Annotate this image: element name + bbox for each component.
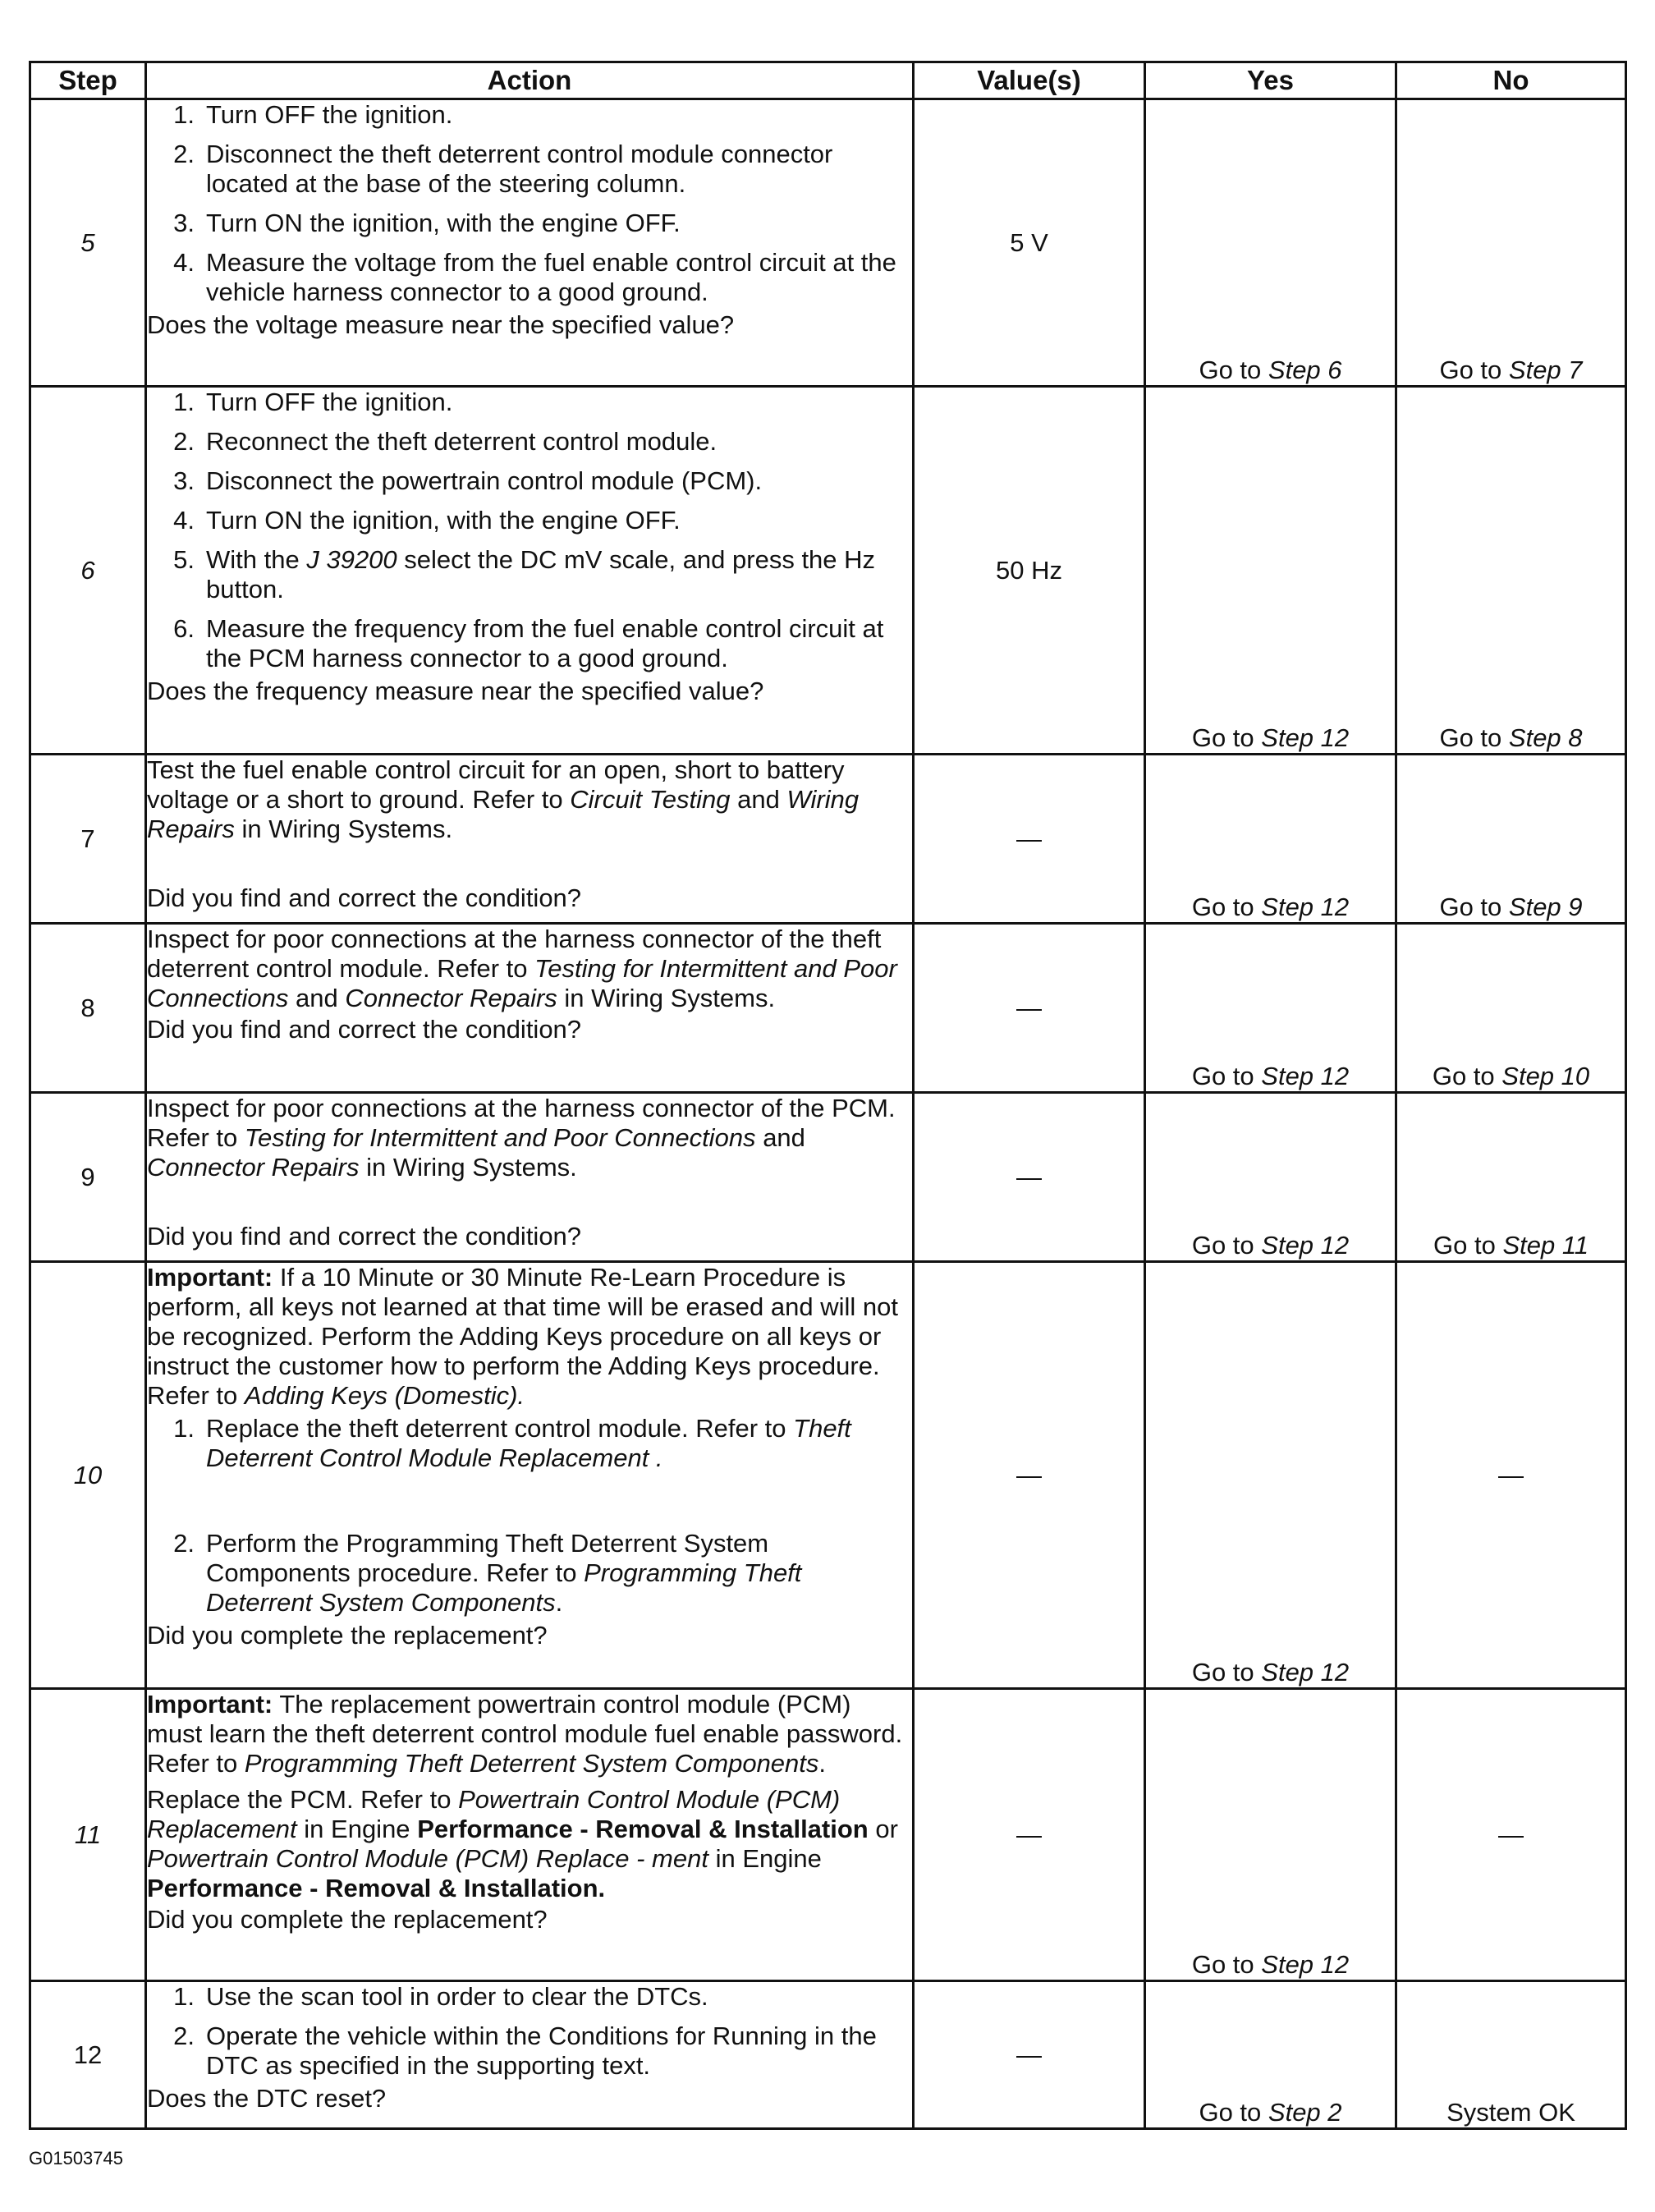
list-item: 1. Replace the theft deterrent control module. Refer to Theft Deterrent Control Module Replacement .	[173, 1414, 851, 1472]
procedure-list	[147, 100, 912, 307]
header-row	[30, 62, 1626, 99]
yes-cell: Go to Step 12	[1145, 924, 1396, 1093]
list-item: 4. Measure the voltage from the fuel enable control circuit at the vehicle harness connector to a good ground.	[173, 248, 896, 306]
yes-cell: Go to Step 12	[1145, 387, 1396, 755]
yes-cell: Go to Step 2	[1145, 1981, 1396, 2129]
header-no: No	[1396, 62, 1626, 99]
table-row-step-10	[30, 1262, 1626, 1689]
step-number: 12	[30, 1981, 146, 2129]
list-item: 1. Turn OFF the ignition.	[173, 388, 453, 416]
action-cell	[146, 755, 914, 924]
step-number: 6	[30, 387, 146, 755]
yes-cell: Go to Step 12	[1145, 1093, 1396, 1262]
yes-cell: Go to Step 12	[1145, 755, 1396, 924]
question-text: Does the voltage measure near the specified value?	[147, 310, 735, 339]
question-text: Did you find and correct the condition?	[147, 883, 582, 912]
step-number: 8	[30, 924, 146, 1093]
value-cell: —	[914, 1262, 1145, 1689]
header-step: Step	[30, 62, 146, 99]
step-number: 10	[30, 1262, 146, 1689]
action-text: Inspect for poor connections at the harness connector of the PCM. Refer to Testing for Intermittent and Poor Connections and Connector Repairs in Wiring Systems.	[147, 1094, 896, 1182]
question-text: Did you find and correct the condition?	[147, 1015, 582, 1044]
action-text: Inspect for poor connections at the harness connector of the theft deterrent control module. Refer to Testing for Intermittent and Poor Connections and Connector Repairs in Wiring Systems.	[147, 925, 897, 1012]
no-cell: Go to Step 7	[1396, 99, 1626, 387]
value-cell: 5 V	[914, 99, 1145, 387]
value-cell: 50 Hz	[914, 387, 1145, 755]
procedure-list	[147, 1414, 912, 1618]
no-cell: —	[1396, 1689, 1626, 1981]
action-cell	[146, 1262, 914, 1689]
question-text: Does the frequency measure near the specified value?	[147, 677, 764, 705]
table-row-step-9	[30, 1093, 1626, 1262]
action-text: Test the fuel enable control circuit for an open, short to battery voltage or a short to ground. Refer to Circuit Testing and Wiring Repairs in Wiring Systems.	[147, 755, 860, 843]
table-row-step-12	[30, 1981, 1626, 2129]
question-text: Did you complete the replacement?	[147, 1905, 548, 1934]
list-item: 2. Perform the Programming Theft Deterrent System Components procedure. Refer to Programming Theft Deterrent System Components.	[173, 1529, 802, 1617]
list-item: 6. Measure the frequency from the fuel enable control circuit at the PCM harness connector to a good ground.	[173, 614, 884, 672]
list-item: 2. Reconnect the theft deterrent control module.	[173, 427, 717, 456]
action-cell	[146, 1981, 914, 2129]
header-yes: Yes	[1145, 62, 1396, 99]
value-cell: —	[914, 1093, 1145, 1262]
important-note: Important: The replacement powertrain control module (PCM) must learn the theft deterrent control module fuel enable password. Refer to Programming Theft Deterrent System Components.	[147, 1690, 903, 1778]
step-number: 7	[30, 755, 146, 924]
action-cell	[146, 387, 914, 755]
table-row-step-8	[30, 924, 1626, 1093]
figure-id: G01503745	[29, 2148, 123, 2168]
table-row-step-11	[30, 1689, 1626, 1981]
no-cell: —	[1396, 1262, 1626, 1689]
action-cell	[146, 99, 914, 387]
step-number: 11	[30, 1689, 146, 1981]
diagnostic-table	[29, 61, 1627, 2130]
no-cell: System OK	[1396, 1981, 1626, 2129]
list-item: 5. With the J 39200 select the DC mV scale, and press the Hz button.	[173, 545, 876, 603]
action-text: Replace the PCM. Refer to Powertrain Control Module (PCM) Replacement in Engine Performance - Removal & Installation or Powertrain Control Module (PCM) Replace - ment in Engine Performance - Removal & Installation.	[147, 1785, 898, 1902]
value-cell: —	[914, 1981, 1145, 2129]
important-note: Important: If a 10 Minute or 30 Minute Re-Learn Procedure is perform, all keys not learned at that time will be erased and will not be recognized. Perform the Adding Keys procedure on all keys or instruct the customer how to perform the Adding Keys procedure. Refer to Adding Keys (Domestic).	[147, 1263, 898, 1410]
yes-cell: Go to Step 6	[1145, 99, 1396, 387]
action-cell	[146, 1689, 914, 1981]
list-item: 2. Disconnect the theft deterrent control module connector located at the base of the steering column.	[173, 140, 833, 198]
list-item: 3. Turn ON the ignition, with the engine OFF.	[173, 209, 681, 237]
action-cell	[146, 1093, 914, 1262]
header-values: Value(s)	[914, 62, 1145, 99]
no-cell: Go to Step 11	[1396, 1093, 1626, 1262]
yes-cell: Go to Step 12	[1145, 1689, 1396, 1981]
table-row-step-7	[30, 755, 1626, 924]
list-item: 1. Use the scan tool in order to clear the DTCs.	[173, 1982, 708, 2011]
list-item: 1. Turn OFF the ignition.	[173, 100, 453, 129]
list-item: 4. Turn ON the ignition, with the engine OFF.	[173, 506, 681, 535]
table-row-step-6	[30, 387, 1626, 755]
yes-cell: Go to Step 12	[1145, 1262, 1396, 1689]
no-cell: Go to Step 9	[1396, 755, 1626, 924]
step-number: 9	[30, 1093, 146, 1262]
step-number: 5	[30, 99, 146, 387]
question-text: Did you complete the replacement?	[147, 1621, 548, 1650]
value-cell: —	[914, 1689, 1145, 1981]
procedure-list	[147, 1982, 912, 2081]
table-row-step-5	[30, 99, 1626, 387]
procedure-list	[147, 388, 912, 673]
no-cell: Go to Step 8	[1396, 387, 1626, 755]
list-item: 2. Operate the vehicle within the Conditions for Running in the DTC as specified in the supporting text.	[173, 2022, 877, 2080]
value-cell: —	[914, 755, 1145, 924]
question-text: Did you find and correct the condition?	[147, 1222, 582, 1251]
list-item: 3. Disconnect the powertrain control module (PCM).	[173, 466, 763, 495]
question-text: Does the DTC reset?	[147, 2084, 387, 2113]
action-cell	[146, 924, 914, 1093]
header-action: Action	[146, 62, 914, 99]
value-cell: —	[914, 924, 1145, 1093]
no-cell: Go to Step 10	[1396, 924, 1626, 1093]
